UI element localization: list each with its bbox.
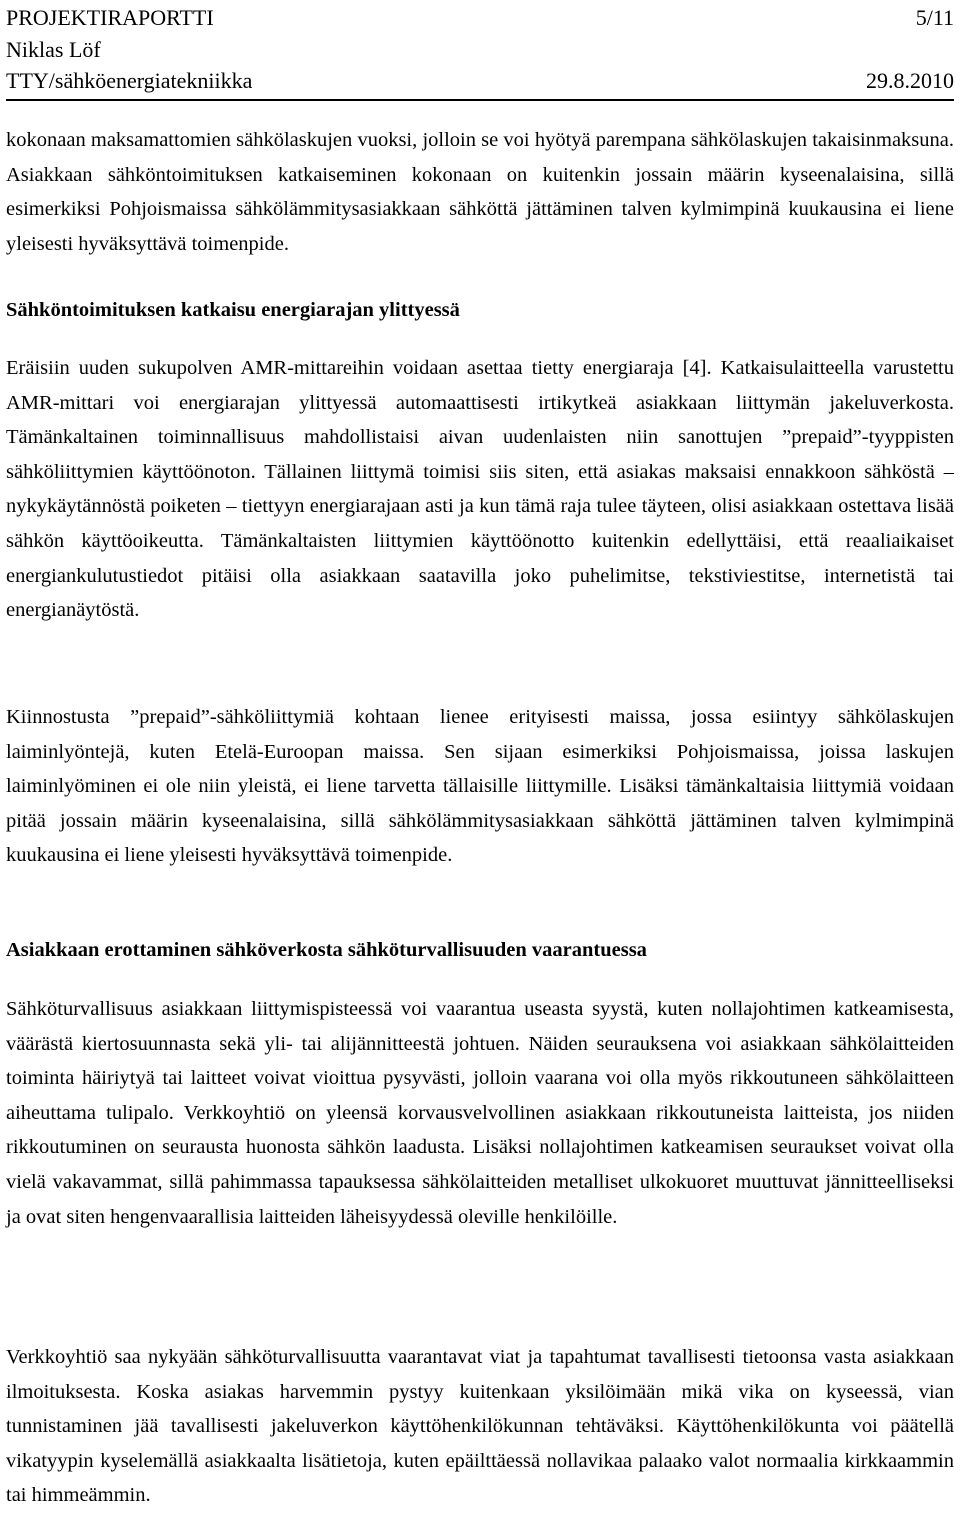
header-row-2 (6, 34, 954, 66)
paragraph: kokonaan maksamattomien sähkölaskujen vuoksi, jolloin se voi hyötyä parempana sähkölaskujen takaisinmaksuna. Asiakkaan sähköntoimituksen katkaiseminen kokonaan on kuitenkin jossain määrin kyseenalaisina, sillä esimerkiksi Pohjoismaissa sähkölämmitysasiakkaan sähköttä jättäminen talven kylmimpinä kuukausina ei liene yleisesti hyväksyttävä toimenpide. (6, 129, 954, 255)
text-block-3 (6, 351, 954, 628)
department: TTY/sähköenergiatekniikka (6, 68, 253, 93)
page-number: 5/11 (915, 5, 954, 30)
header-row-1 (6, 2, 954, 34)
page-header (6, 0, 954, 101)
paragraph: Verkkoyhtiö saa nykyään sähköturvallisuutta vaarantavat viat ja tapahtumat tavallisesti tietoonsa vasta asiakkaan ilmoituksesta. Koska asiakas harvemmin pystyy kuitenkaan yksilöimään mikä vika on kyseessä, vian tunnistaminen jää tavallisesti jakeluverkon käyttöhenkilökunnan tehtäväksi. Käyttöhenkilökunta voi päätellä vikatyypin kyselemällä asiakkaalta lisätietoja, kuten epäilttäessä nollavikaa palaako valot normaalia kirkkaammin tai himmeämmin. (6, 1346, 954, 1507)
text-block-1 (6, 123, 954, 261)
paragraph: Kiinnostusta ”prepaid”-sähköliittymiä kohtaan lienee erityisesti maissa, jossa esiintyy sähkölaskujen laiminlyöntejä, kuten Etelä-Euroopan maissa. Sen sijaan esimerkiksi Pohjoismaissa, joissa laskujen laiminlyöminen ei ole niin yleistä, ei liene tarvetta tällaisille liittymille. Lisäksi tämänkaltaisia liittymiä voidaan pitää jossain määrin kyseenalaisina, sillä sähkölämmitysasiakkaan sähköttä jättäminen talven kylmimpinä kuukausina ei liene yleisesti hyväksyttävä toimenpide. (6, 706, 954, 867)
document-page (6, 0, 954, 1507)
text-block-4 (6, 700, 954, 873)
paragraph: Sähköturvallisuus asiakkaan liittymispisteessä voi vaarantua useasta syystä, kuten nollajohtimen katkeamisesta, väärästä kiertosuunnasta sekä yli- tai alijännitteestä johtuen. Näiden seurauksena voi asiakkaan sähkölaitteiden toiminta häiriytyä tai laitteet voivat vioittua pysyvästi, jolloin vaarana voi olla myös rikkoutuneen sähkölaitteen aiheuttama tulipalo. Verkkoyhtiö on yleensä korvausvelvollinen asiakkaan rikkoutuneista laitteista, jos niiden rikkoutuminen on seurausta huonosta sähkön laadusta. Lisäksi nollajohtimen katkeamisen seuraukset voivat olla vielä vakavammat, sillä pahimmassa tapauksessa sähkölaitteiden metalliset ulkokuoret muuttuvat jännitteelliseksi ja ovat siten hengenvaarallisia laitteiden läheisyydessä oleville henkilöille. (6, 998, 954, 1228)
header-row-3 (6, 65, 954, 97)
text-block-7 (6, 1340, 954, 1513)
text-block-6 (6, 992, 954, 1234)
report-title: PROJEKTIRAPORTTI (6, 5, 214, 30)
date: 29.8.2010 (866, 68, 954, 93)
author: Niklas Löf (6, 36, 101, 62)
section-heading: Asiakkaan erottaminen sähköverkosta sähköturvallisuuden vaarantuessa (6, 939, 647, 961)
header-rule (6, 99, 954, 101)
text-block-2 (6, 293, 954, 328)
text-block-5 (6, 933, 954, 968)
paragraph: Eräisiin uuden sukupolven AMR-mittareihin voidaan asettaa tietty energiaraja [4]. Katkaisulaitteella varustettu AMR-mittari voi energiarajan ylittyessä automaattisesti irtikytkeä asiakkaan liittymän jakeluverkosta. Tämänkaltainen toiminnallisuus mahdollistaisi aivan uudenlaisten niin sanottujen ”prepaid”-tyyppisten sähköliittymien käyttöönoton. Tällainen liittymä toimisi siis siten, että asiakas maksaisi ennakkoon sähköstä – nykykäytännöstä poiketen – tiettyyn energiarajaan asti ja kun tämä raja tulee täyteen, olisi asiakkaan ostettava lisää sähkön käyttöoikeutta. Tämänkaltaisten liittymien käyttöönotto kuitenkin edellyttäisi, että reaaliaikaiset energiankulutustiedot pitäisi olla asiakkaan saatavilla joko puhelimitse, tekstiviestitse, internetistä tai energianäytöstä. (6, 357, 954, 622)
section-heading: Sähköntoimituksen katkaisu energiarajan ylittyessä (6, 299, 460, 321)
